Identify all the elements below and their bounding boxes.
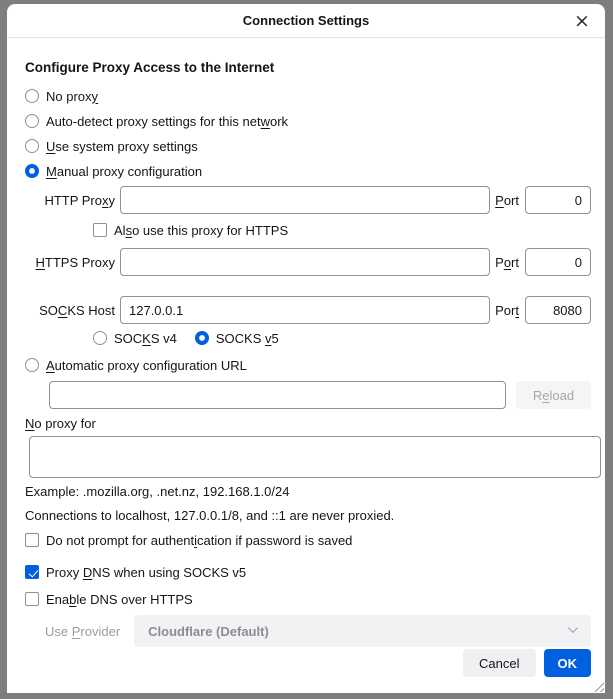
checkbox-icon[interactable] — [25, 565, 39, 579]
connection-settings-dialog — [7, 4, 605, 693]
close-icon[interactable]: × — [569, 8, 595, 34]
https-port-label: Port — [495, 254, 519, 270]
radio-label: Manual proxy configuration — [46, 163, 203, 179]
radio-icon[interactable] — [93, 331, 107, 345]
socks-version-group — [93, 330, 591, 346]
https-proxy-input[interactable] — [120, 248, 490, 276]
https-port-input[interactable] — [525, 248, 591, 276]
provider-selected-value: Cloudflare (Default) — [148, 623, 269, 639]
checkbox-label: Also use this proxy for HTTPS — [114, 222, 289, 238]
radio-label: SOCKS v4 — [114, 330, 177, 346]
page-title: Configure Proxy Access to the Internet — [25, 60, 275, 75]
http-proxy-row — [25, 186, 591, 214]
https-proxy-label: HTTPS Proxy — [35, 254, 115, 270]
radio-manual-proxy[interactable] — [25, 163, 591, 179]
dialog-title: Connection Settings — [242, 13, 370, 28]
radio-auto-detect[interactable] — [25, 113, 591, 129]
dialog-footer — [25, 649, 591, 677]
radio-label: Auto-detect proxy settings for this network — [46, 113, 289, 129]
radio-icon[interactable] — [25, 164, 39, 178]
radio-label: No proxy — [46, 88, 99, 104]
radio-icon[interactable] — [25, 114, 39, 128]
checkbox-proxy-dns-socks5[interactable] — [25, 564, 591, 580]
radio-socks-v4[interactable] — [93, 330, 177, 346]
checkbox-label: Enable DNS over HTTPS — [46, 591, 193, 607]
titlebar — [7, 4, 605, 38]
use-provider-label: Use Provider — [45, 623, 121, 639]
checkbox-no-prompt-auth[interactable] — [25, 532, 591, 548]
socks-host-input[interactable] — [120, 296, 490, 324]
checkbox-label: Do not prompt for authentication if password is saved — [46, 532, 353, 548]
checkbox-also-use-for-https[interactable] — [93, 222, 591, 238]
socks-host-row — [25, 296, 591, 324]
https-proxy-row — [25, 248, 591, 276]
ok-button[interactable]: OK — [544, 649, 592, 677]
no-proxy-for-label: No proxy for — [25, 416, 96, 431]
radio-label: Automatic proxy configuration URL — [46, 357, 247, 373]
localhost-note-text: Connections to localhost, 127.0.0.1/8, and ::1 are never proxied. — [25, 508, 395, 523]
socks-port-input[interactable] — [525, 296, 591, 324]
http-proxy-label: HTTP Proxy — [44, 192, 115, 208]
socks-port-label: Port — [495, 302, 519, 318]
http-port-label: Port — [495, 192, 519, 208]
no-proxy-for-textarea[interactable] — [29, 436, 601, 478]
checkbox-icon[interactable] — [25, 592, 39, 606]
http-port-input[interactable] — [525, 186, 591, 214]
http-proxy-input[interactable] — [120, 186, 490, 214]
dialog-content — [7, 38, 605, 693]
reload-button[interactable]: Reload — [516, 381, 591, 409]
chevron-down-icon — [568, 623, 578, 633]
radio-icon[interactable] — [25, 358, 39, 372]
radio-icon[interactable] — [195, 331, 209, 345]
auto-config-url-row — [49, 381, 591, 409]
radio-system-proxy[interactable] — [25, 138, 591, 154]
dns-provider-row — [45, 615, 591, 647]
checkbox-label: Proxy DNS when using SOCKS v5 — [46, 564, 247, 580]
provider-dropdown[interactable] — [134, 615, 591, 647]
socks-host-label: SOCKS Host — [39, 302, 115, 318]
radio-label: Use system proxy settings — [46, 138, 198, 154]
radio-icon[interactable] — [25, 139, 39, 153]
checkbox-icon[interactable] — [93, 223, 107, 237]
radio-no-proxy[interactable] — [25, 88, 591, 104]
radio-icon[interactable] — [25, 89, 39, 103]
cancel-button[interactable]: Cancel — [463, 649, 535, 677]
radio-auto-config-url[interactable] — [25, 357, 591, 373]
no-proxy-example-text: Example: .mozilla.org, .net.nz, 192.168.1.0/24 — [25, 484, 290, 499]
radio-socks-v5[interactable] — [195, 330, 279, 346]
checkbox-icon[interactable] — [25, 533, 39, 547]
radio-label: SOCKS v5 — [215, 330, 279, 346]
checkbox-dns-over-https[interactable] — [25, 591, 591, 607]
auto-config-url-input[interactable] — [49, 381, 506, 409]
